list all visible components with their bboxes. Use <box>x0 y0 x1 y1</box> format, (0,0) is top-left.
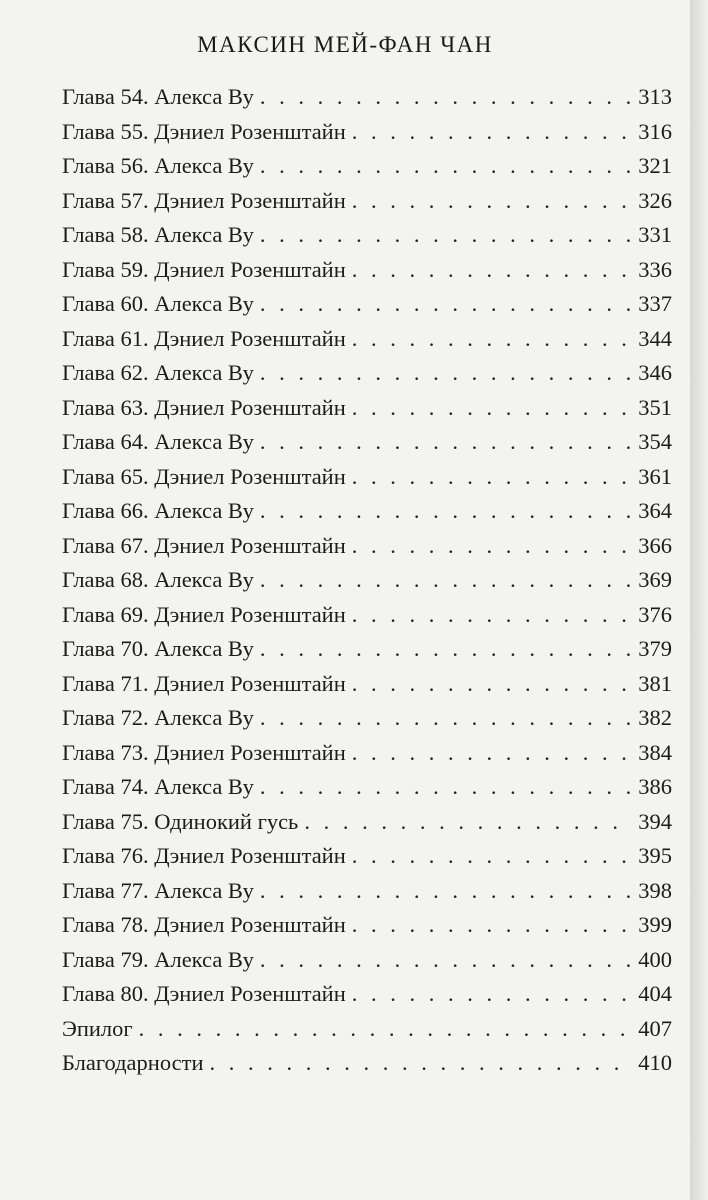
toc-entry-page-number: 364 <box>638 498 672 523</box>
toc-entry <box>62 943 672 978</box>
dot-leader <box>260 563 632 598</box>
dot-leader <box>260 770 632 805</box>
dot-leader <box>352 322 632 357</box>
toc-entry <box>62 839 672 874</box>
toc-entry-title: Глава 55. Дэниел Розенштайн <box>62 118 346 144</box>
dot-leader <box>260 287 632 322</box>
dot-leader <box>260 149 632 184</box>
toc-entry-title: Глава 74. Алекса Ву <box>62 774 254 799</box>
toc-entry-title: Глава 78. Дэниел Розенштайн <box>62 912 346 937</box>
toc-entry-title: Глава 64. Алекса Ву <box>62 429 254 454</box>
toc-entry-title: Глава 75. Одинокий гусь <box>62 808 299 834</box>
toc-entry-title: Глава 65. Дэниел Розенштайн <box>62 463 346 489</box>
toc-entry-title: Глава 59. Дэниел Розенштайн <box>62 256 346 282</box>
toc-entry-page-number: 369 <box>638 567 672 592</box>
toc-entry <box>62 632 672 667</box>
dot-leader <box>352 908 632 943</box>
toc-entry-page-number: 313 <box>638 84 672 109</box>
toc-entry-page-number: 351 <box>638 394 672 420</box>
toc-entry-page-number: 326 <box>638 187 672 213</box>
toc-entry-page-number: 361 <box>638 463 672 489</box>
dot-leader <box>260 632 632 667</box>
dot-leader <box>352 460 632 495</box>
dot-leader <box>260 701 632 736</box>
toc-entry <box>62 356 672 391</box>
toc-entry <box>62 667 672 702</box>
toc-entry-title: Эпилог <box>62 1015 133 1041</box>
dot-leader <box>260 943 632 978</box>
toc-entry-title: Глава 69. Дэниел Розенштайн <box>62 601 346 627</box>
toc-entry-title: Глава 66. Алекса Ву <box>62 498 254 523</box>
dot-leader <box>352 977 632 1012</box>
toc-entry <box>62 391 672 426</box>
dot-leader <box>260 80 632 115</box>
toc-entry-page-number: 404 <box>638 981 672 1006</box>
toc-entry-page-number: 399 <box>638 912 672 937</box>
toc-entry <box>62 184 672 219</box>
dot-leader <box>260 494 632 529</box>
toc-entry <box>62 874 672 909</box>
dot-leader <box>260 356 632 391</box>
toc-entry <box>62 287 672 322</box>
toc-entry <box>62 736 672 771</box>
toc-entry-title: Глава 63. Дэниел Розенштайн <box>62 394 346 420</box>
toc-entry-title: Глава 77. Алекса Ву <box>62 877 254 903</box>
table-of-contents <box>62 80 672 1081</box>
toc-entry-page-number: 346 <box>638 360 672 385</box>
toc-entry-page-number: 376 <box>638 601 672 627</box>
dot-leader <box>352 115 632 150</box>
dot-leader <box>260 218 632 253</box>
dot-leader <box>210 1046 633 1081</box>
dot-leader <box>352 529 632 564</box>
toc-entry <box>62 460 672 495</box>
dot-leader <box>304 805 632 840</box>
toc-entry-title: Глава 72. Алекса Ву <box>62 705 254 730</box>
toc-entry <box>62 115 672 150</box>
dot-leader <box>352 184 632 219</box>
toc-entry-title: Глава 70. Алекса Ву <box>62 636 254 661</box>
toc-entry-page-number: 410 <box>638 1050 672 1075</box>
toc-entry <box>62 425 672 460</box>
toc-entry-title: Глава 80. Дэниел Розенштайн <box>62 981 346 1006</box>
toc-entry-title: Глава 62. Алекса Ву <box>62 360 254 385</box>
toc-entry-page-number: 337 <box>638 291 672 316</box>
toc-entry-title: Глава 71. Дэниел Розенштайн <box>62 670 346 696</box>
toc-entry-page-number: 407 <box>638 1015 672 1041</box>
toc-entry-title: Глава 61. Дэниел Розенштайн <box>62 325 346 351</box>
toc-entry-page-number: 331 <box>638 222 672 247</box>
toc-entry <box>62 563 672 598</box>
toc-entry-page-number: 394 <box>638 808 672 834</box>
toc-entry-page-number: 398 <box>638 877 672 903</box>
toc-entry <box>62 80 672 115</box>
toc-entry-title: Глава 57. Дэниел Розенштайн <box>62 187 346 213</box>
toc-entry <box>62 322 672 357</box>
toc-entry-title: Глава 60. Алекса Ву <box>62 291 254 316</box>
toc-entry <box>62 977 672 1012</box>
toc-entry-title: Глава 56. Алекса Ву <box>62 153 254 178</box>
toc-entry-title: Глава 54. Алекса Ву <box>62 84 254 109</box>
toc-entry <box>62 770 672 805</box>
toc-entry <box>62 253 672 288</box>
toc-entry <box>62 908 672 943</box>
toc-entry <box>62 218 672 253</box>
toc-entry-title: Глава 79. Алекса Ву <box>62 946 254 972</box>
toc-entry-page-number: 316 <box>638 118 672 144</box>
toc-entry-page-number: 354 <box>638 429 672 454</box>
toc-entry <box>62 805 672 840</box>
dot-leader <box>139 1012 633 1047</box>
toc-entry-page-number: 336 <box>638 256 672 282</box>
toc-entry <box>62 1046 672 1081</box>
dot-leader <box>352 391 632 426</box>
toc-entry-title: Глава 73. Дэниел Розенштайн <box>62 739 346 765</box>
toc-entry <box>62 529 672 564</box>
dot-leader <box>352 253 632 288</box>
running-header: МАКСИН МЕЙ-ФАН ЧАН <box>197 32 493 57</box>
dot-leader <box>352 839 632 874</box>
toc-entry-page-number: 366 <box>638 532 672 558</box>
toc-entry-page-number: 379 <box>638 636 672 661</box>
toc-entry <box>62 701 672 736</box>
toc-entry-title: Глава 68. Алекса Ву <box>62 567 254 592</box>
toc-entry <box>62 1012 672 1047</box>
toc-entry-page-number: 386 <box>638 774 672 799</box>
dot-leader <box>352 598 632 633</box>
toc-entry-page-number: 400 <box>638 946 672 972</box>
toc-entry-title: Глава 58. Алекса Ву <box>62 222 254 247</box>
page-edge <box>690 0 708 1200</box>
toc-entry-title: Глава 67. Дэниел Розенштайн <box>62 532 346 558</box>
toc-entry-page-number: 344 <box>638 325 672 351</box>
toc-entry-title: Глава 76. Дэниел Розенштайн <box>62 843 346 868</box>
toc-entry <box>62 149 672 184</box>
toc-entry <box>62 598 672 633</box>
toc-entry-page-number: 384 <box>638 739 672 765</box>
dot-leader <box>352 667 632 702</box>
dot-leader <box>352 736 632 771</box>
toc-entry-page-number: 395 <box>638 843 672 868</box>
toc-entry <box>62 494 672 529</box>
dot-leader <box>260 874 632 909</box>
toc-entry-title: Благодарности <box>62 1050 204 1075</box>
dot-leader <box>260 425 632 460</box>
toc-entry-page-number: 381 <box>638 670 672 696</box>
toc-entry-page-number: 321 <box>638 153 672 178</box>
toc-entry-page-number: 382 <box>638 705 672 730</box>
